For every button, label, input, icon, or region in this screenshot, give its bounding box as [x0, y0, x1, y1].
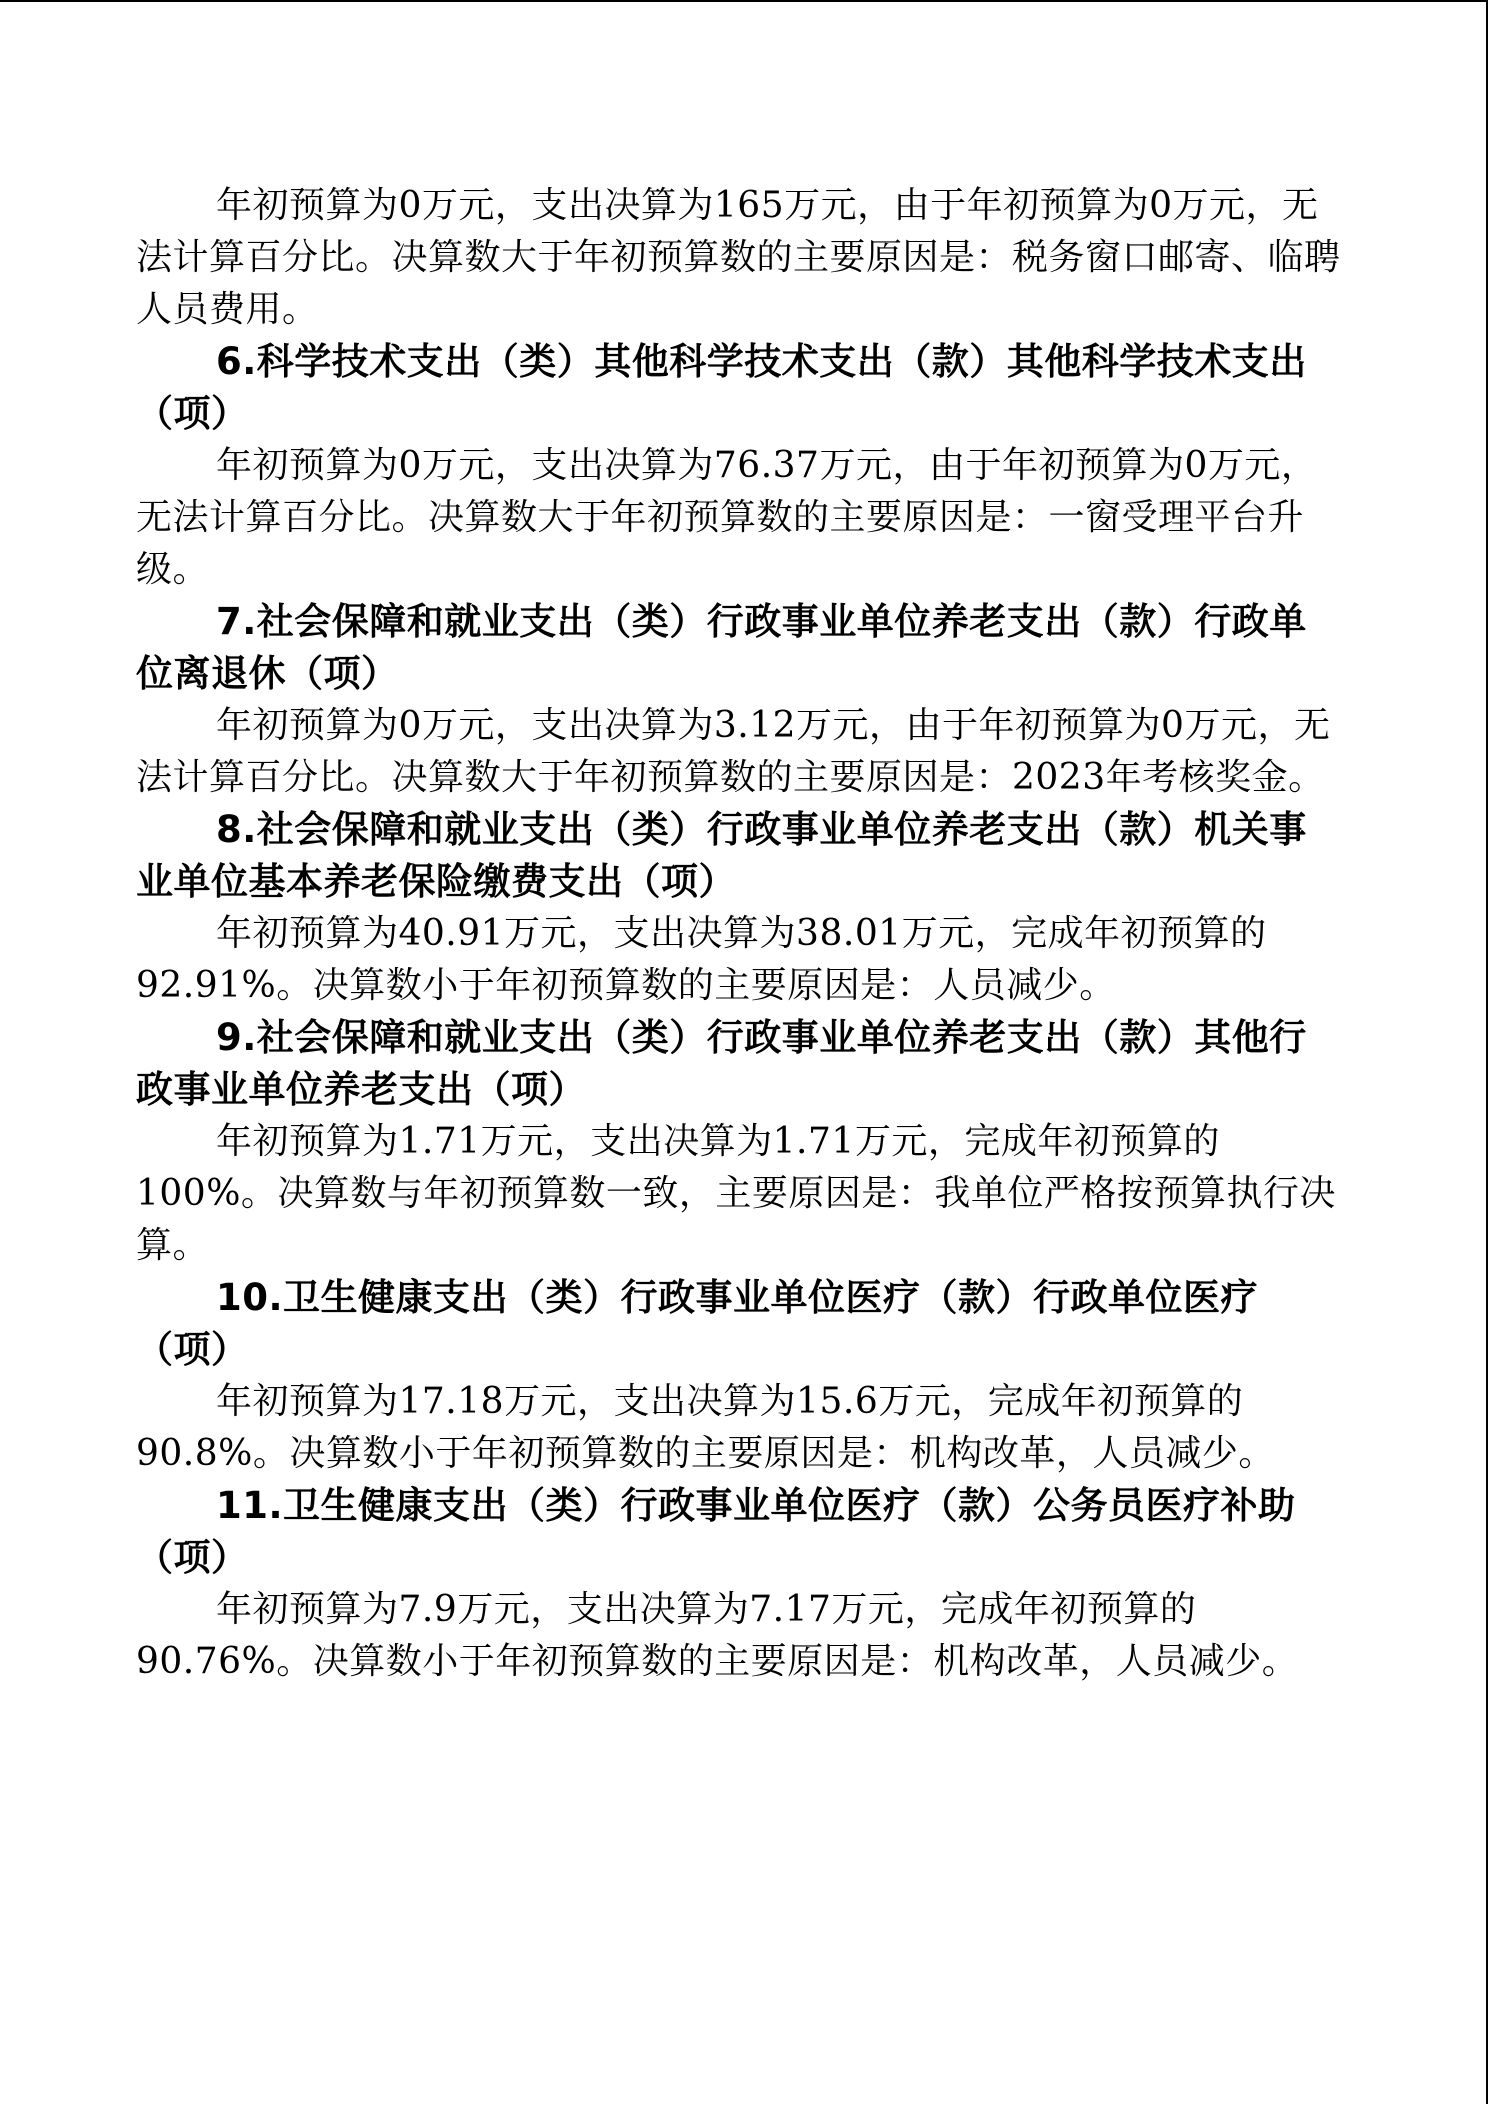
section-item-10 [136, 1272, 1342, 1480]
section-heading: 10.卫生健康支出（类）行政事业单位医疗（款）行政单位医疗（项） [136, 1276, 1259, 1371]
section-item-9 [136, 1012, 1342, 1272]
intro-paragraph: 年初预算为0万元，支出决算为165万元，由于年初预算为0万元，无法计算百分比。决算数大于年初预算数的主要原因是：税务窗口邮寄、临聘人员费用。 [136, 185, 1341, 330]
section-paragraph: 年初预算为0万元，支出决算为3.12万元，由于年初预算为0万元，无法计算百分比。决算数大于年初预算数的主要原因是：2023年考核奖金。 [136, 705, 1331, 798]
section-item-11 [136, 1480, 1342, 1688]
section-heading: 11.卫生健康支出（类）行政事业单位医疗（款）公务员医疗补助（项） [136, 1484, 1296, 1579]
section-paragraph: 年初预算为7.9万元，支出决算为7.17万元，完成年初预算的90.76%。决算数小于年初预算数的主要原因是：机构改革，人员减少。 [136, 1589, 1299, 1682]
section-paragraph: 年初预算为1.71万元，支出决算为1.71万元，完成年初预算的100%。决算数与年初预算数一致，主要原因是：我单位严格按预算执行决算。 [136, 1121, 1336, 1266]
section-item-6 [136, 336, 1342, 596]
section-item-8 [136, 804, 1342, 1012]
section-paragraph: 年初预算为17.18万元，支出决算为15.6万元，完成年初预算的90.8%。决算数小于年初预算数的主要原因是：机构改革，人员减少。 [136, 1381, 1275, 1474]
section-heading: 8.社会保障和就业支出（类）行政事业单位养老支出（款）机关事业单位基本养老保险缴费支出（项） [136, 808, 1307, 903]
section-heading: 9.社会保障和就业支出（类）行政事业单位养老支出（款）其他行政事业单位养老支出（项） [136, 1016, 1307, 1111]
section-paragraph: 年初预算为0万元，支出决算为76.37万元，由于年初预算为0万元，无法计算百分比。决算数大于年初预算数的主要原因是：一窗受理平台升级。 [136, 445, 1318, 590]
section-paragraph: 年初预算为40.91万元，支出决算为38.01万元，完成年初预算的92.91%。决算数小于年初预算数的主要原因是：人员减少。 [136, 913, 1267, 1006]
section-heading: 6.科学技术支出（类）其他科学技术支出（款）其他科学技术支出（项） [136, 340, 1307, 435]
section-heading: 7.社会保障和就业支出（类）行政事业单位养老支出（款）行政单位离退休（项） [136, 600, 1307, 695]
section-item-7 [136, 596, 1342, 804]
document-body [136, 180, 1342, 1688]
